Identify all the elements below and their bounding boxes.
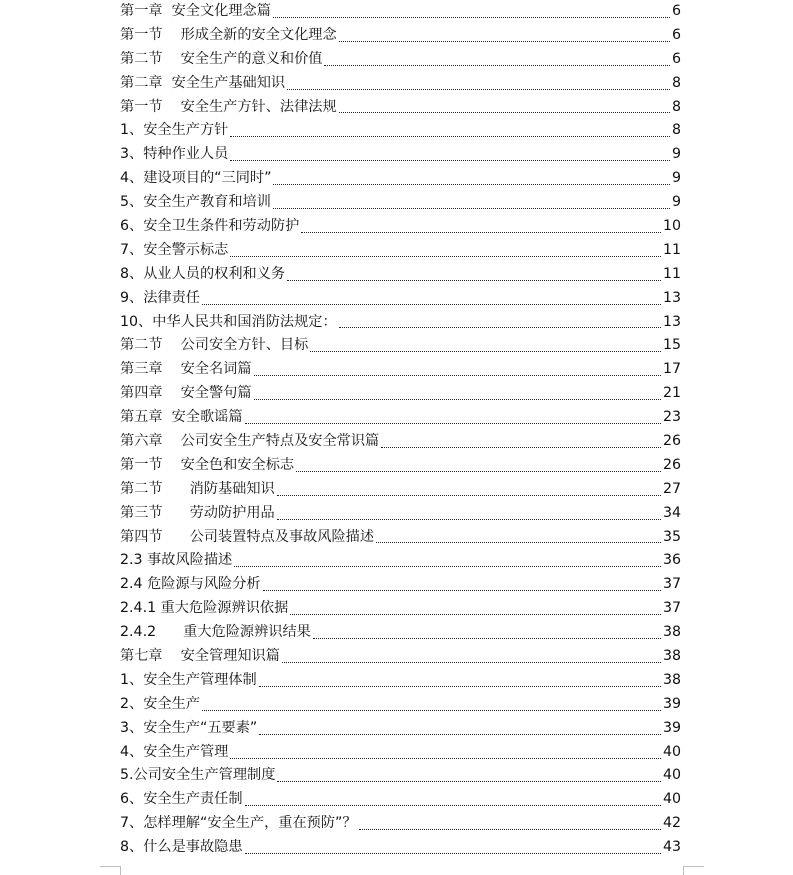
dot-leader [273,16,670,18]
dot-leader [230,135,670,137]
toc-entry-page: 37 [662,576,681,593]
toc-entry-title: 第一节 形成全新的安全文化理念 [120,26,337,43]
toc-entry-title: 第一节 安全色和安全标志 [120,456,295,473]
toc-entry[interactable] [120,72,681,96]
toc-entry[interactable] [120,669,681,693]
dot-leader [339,40,670,42]
dot-leader [381,446,661,448]
toc-entry-page: 36 [662,552,681,569]
dot-leader [359,828,661,830]
toc-entry-page: 40 [662,791,681,808]
toc-entry-page: 11 [662,241,681,258]
dot-leader [277,518,661,520]
toc-entry-title: 8、从业人员的权利和义务 [120,265,286,282]
toc-entry-page: 6 [671,26,681,43]
toc-entry-title: 第三节 劳动防护用品 [120,504,275,521]
dot-leader [263,589,661,591]
toc-entry[interactable] [120,621,681,645]
toc-entry[interactable] [120,454,681,478]
toc-entry-page: 9 [671,146,681,163]
toc-entry-page: 10 [662,218,681,234]
toc-entry-page: 17 [662,361,681,378]
toc-entry-page: 38 [662,671,681,688]
toc-entry-page: 11 [662,265,681,282]
toc-entry-page: 39 [662,695,681,712]
toc-entry[interactable] [120,526,681,550]
toc-entry-title: 第六章 公司安全生产特点及安全常识篇 [120,433,380,450]
toc-entry-page: 43 [662,839,681,856]
toc-entry[interactable] [120,143,681,167]
dot-leader [339,326,661,328]
toc-entry-page: 9 [671,194,681,211]
toc-entry-title: 2、安全生产 [120,695,200,712]
toc-entry[interactable] [120,717,681,741]
toc-entry[interactable] [120,573,681,597]
toc-entry-title: 3、安全生产“五要素” [120,719,258,736]
dot-leader [234,565,661,567]
toc-entry-title: 第四章 安全警句篇 [120,385,252,402]
toc-entry-title: 第二节 消防基础知识 [120,480,275,497]
toc-entry-title: 10、中华人民共和国消防法规定： [120,313,337,330]
toc-entry[interactable] [120,334,681,358]
toc-entry[interactable] [120,406,681,430]
toc-entry-page: 27 [662,480,681,497]
toc-entry-title: 2.4.2 重大危险源辨识结果 [120,624,311,641]
toc-entry[interactable] [120,215,681,239]
toc-entry[interactable] [120,812,681,836]
dot-leader [324,64,669,66]
toc-entry[interactable] [120,191,681,215]
toc-entry-title: 第一章 安全文化理念篇 [120,2,271,19]
dot-leader [230,159,670,161]
toc-entry[interactable] [120,119,681,143]
toc-entry[interactable] [120,239,681,263]
toc-entry-page: 40 [662,767,681,784]
dot-leader [310,350,661,352]
toc-entry-title: 第五章 安全歌谣篇 [120,409,243,426]
toc-entry-title: 2.3 事故风险描述 [120,552,233,569]
toc-entry[interactable] [120,96,681,120]
dot-leader [254,398,661,400]
toc-entry-title: 3、特种作业人员 [120,146,229,163]
toc-entry-page: 38 [662,648,681,665]
toc-entry[interactable] [120,167,681,191]
toc-entry-page: 40 [662,743,681,760]
toc-entry-page: 26 [662,433,681,450]
dot-leader [254,374,661,376]
dot-leader [296,470,661,472]
dot-leader [277,494,661,496]
dot-leader [287,279,661,281]
toc-entry[interactable] [120,287,681,311]
toc-entry-page: 34 [662,504,681,521]
dot-leader [301,231,661,233]
toc-entry-title: 第四节 公司装置特点及事故风险描述 [120,528,375,545]
toc-entry[interactable] [120,836,681,860]
toc-entry-title: 第二节 公司安全方针、目标 [120,337,309,354]
toc-entry-page: 8 [671,74,681,91]
toc-entry[interactable] [120,597,681,621]
toc-entry[interactable] [120,382,681,406]
toc-entry-page: 38 [662,624,681,641]
dot-leader [282,661,661,663]
dot-leader [245,852,661,854]
toc-entry[interactable] [120,430,681,454]
toc-entry-title: 5、安全生产教育和培训 [120,194,271,211]
toc-entry-page: 35 [662,528,681,545]
toc-entry-title: 7、怎样理解“安全生产，重在预防”？ [120,815,357,832]
dot-leader [230,255,661,257]
dot-leader [202,709,661,711]
toc-entry-page: 42 [662,815,681,832]
toc-entry-page: 39 [662,719,681,736]
toc-entry-title: 2.4 危险源与风险分析 [120,576,261,593]
toc-entry[interactable] [120,693,681,717]
toc-entry-page: 6 [671,50,681,67]
toc-entry-title: 6、安全卫生条件和劳动防护 [120,218,300,234]
dot-leader [313,637,661,639]
toc-entry-title: 6、安全生产责任制 [120,791,243,808]
toc-entry-title: 7、安全警示标志 [120,241,229,258]
toc-entry-title: 第二节 安全生产的意义和价值 [120,50,323,67]
toc-entry-page: 23 [662,409,681,426]
toc-entry-title: 2.4.1 重大危险源辨识依据 [120,600,289,617]
toc-entry-page: 8 [671,122,681,139]
dot-leader [202,303,661,305]
toc-entry-title: 第二章 安全生产基础知识 [120,74,286,91]
dot-leader [230,757,661,759]
toc-entry-title: 第一节 安全生产方针、法律法规 [120,98,337,115]
dot-leader [376,541,661,543]
toc-entry-page: 13 [662,313,681,330]
table-of-contents [120,0,681,860]
dot-leader [277,780,661,782]
toc-entry-page: 8 [671,98,681,115]
toc-entry-title: 8、什么是事故隐患 [120,839,243,856]
dot-leader [259,733,661,735]
toc-entry[interactable] [120,24,681,48]
toc-entry-title: 1、安全生产方针 [120,122,229,139]
toc-entry[interactable] [120,645,681,669]
toc-entry[interactable] [120,765,681,789]
toc-entry-title: 5.公司安全生产管理制度 [120,767,276,784]
toc-entry[interactable] [120,358,681,382]
toc-entry[interactable] [120,741,681,765]
toc-entry[interactable] [120,788,681,812]
toc-entry[interactable] [120,549,681,573]
dot-leader [339,111,670,113]
toc-entry-title: 1、安全生产管理体制 [120,671,257,688]
toc-entry-page: 13 [662,289,681,306]
toc-entry-title: 4、安全生产管理 [120,743,229,760]
dot-leader [290,613,661,615]
dot-leader [273,207,670,209]
dot-leader [273,183,670,185]
toc-entry[interactable] [120,263,681,287]
toc-entry-page: 37 [662,600,681,617]
toc-entry[interactable] [120,0,681,24]
dot-leader [245,804,661,806]
toc-entry-title: 4、建设项目的“三同时” [120,170,272,187]
toc-entry-title: 9、法律责任 [120,289,200,306]
toc-entry-page: 15 [662,337,681,354]
toc-entry[interactable] [120,502,681,526]
toc-entry-page: 9 [671,170,681,187]
toc-entry-title: 第七章 安全管理知识篇 [120,648,280,665]
toc-entry-page: 21 [662,385,681,402]
toc-entry-page: 26 [662,456,681,473]
toc-entry-title: 第三章 安全名词篇 [120,361,252,378]
dot-leader [287,88,670,90]
toc-entry[interactable] [120,478,681,502]
dot-leader [259,685,661,687]
toc-entry[interactable] [120,311,681,335]
dot-leader [245,422,661,424]
toc-entry-page: 6 [671,2,681,19]
toc-entry[interactable] [120,48,681,72]
